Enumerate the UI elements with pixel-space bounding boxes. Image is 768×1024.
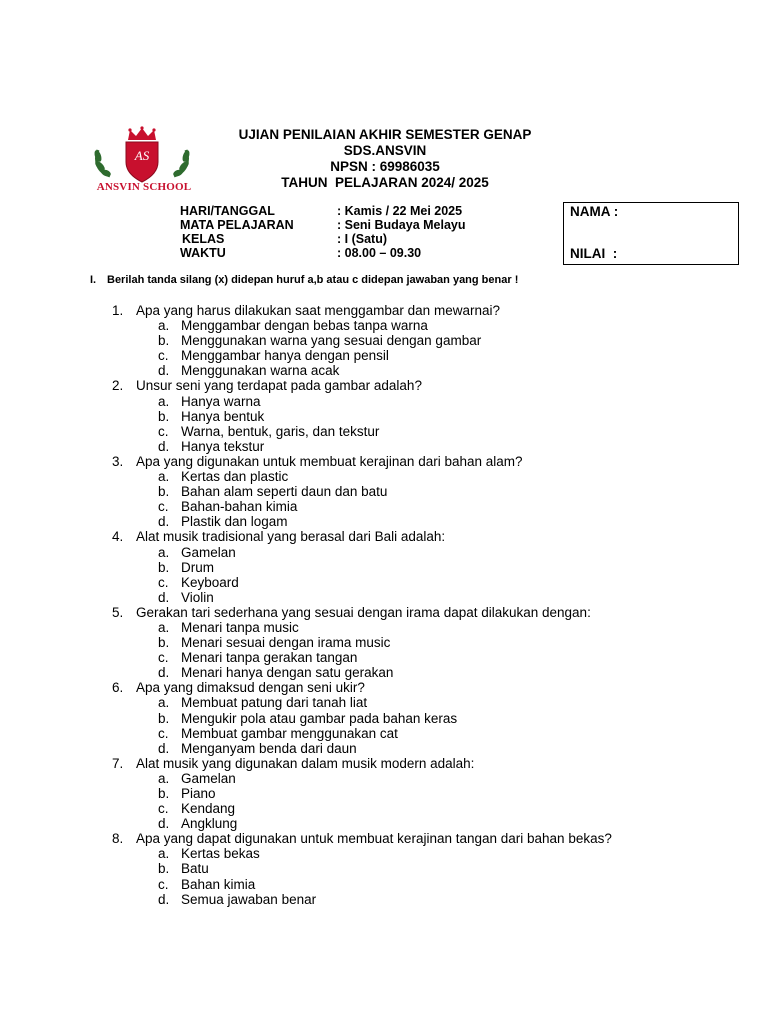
nilai-label: NILAI :	[570, 246, 618, 261]
answer-option	[112, 695, 612, 710]
option-letter: a.	[158, 469, 170, 485]
question	[112, 605, 612, 620]
question	[112, 303, 612, 318]
instruction-text: Berilah tanda silang (x) didepan huruf a,b atau c didepan jawaban yang benar !	[107, 274, 519, 286]
question-text: Apa yang harus dilakukan saat menggambar dan mewarnai?	[136, 303, 500, 318]
info-label: WAKTU	[180, 246, 226, 260]
option-text: Keyboard	[181, 574, 239, 590]
option-letter: c.	[158, 499, 169, 515]
header-line: TAHUN PELAJARAN 2024/ 2025	[281, 175, 489, 190]
option-text: Angklung	[181, 816, 238, 832]
option-letter: d.	[158, 891, 170, 907]
question-text: Unsur seni yang terdapat pada gambar adalah?	[136, 378, 422, 394]
option-text: Menggambar dengan bebas tanpa warna	[181, 318, 428, 334]
answer-option	[112, 590, 612, 605]
question-number: 5.	[112, 604, 124, 620]
answer-option	[112, 771, 612, 786]
option-letter: a.	[158, 770, 170, 786]
question-text: Apa yang dimaksud dengan seni ukir?	[136, 680, 365, 696]
option-text: Membuat gambar menggunakan cat	[181, 725, 398, 741]
question	[112, 680, 612, 695]
option-text: Gamelan	[181, 770, 236, 786]
answer-option	[112, 545, 612, 560]
question-text: Gerakan tari sederhana yang sesuai dengan irama dapat dilakukan dengan:	[136, 604, 591, 620]
answer-option	[112, 469, 612, 484]
answer-option	[112, 575, 612, 590]
option-text: Mengukir pola atau gambar pada bahan keras	[181, 710, 458, 726]
option-letter: c.	[158, 801, 169, 817]
option-letter: c.	[158, 348, 169, 364]
option-letter: c.	[158, 574, 169, 590]
instruction-number: I.	[90, 274, 97, 286]
answer-option	[112, 877, 612, 892]
option-text: Kertas dan plastic	[181, 469, 289, 485]
option-text: Menggambar hanya dengan pensil	[181, 348, 389, 364]
info-value: : I (Satu)	[337, 232, 387, 246]
option-letter: d.	[158, 816, 170, 832]
info-row	[180, 246, 466, 260]
question-number: 7.	[112, 755, 124, 771]
exam-header	[200, 127, 570, 191]
option-text: Warna, bentuk, garis, dan tekstur	[181, 423, 380, 439]
info-value: : Seni Budaya Melayu	[337, 218, 466, 232]
option-letter: b.	[158, 786, 170, 801]
info-label: MATA PELAJARAN	[180, 218, 294, 232]
question	[112, 831, 612, 846]
name-score-box	[563, 202, 739, 265]
option-letter: b.	[158, 408, 170, 424]
info-value: : 08.00 – 09.30	[337, 246, 422, 260]
option-text: Hanya warna	[181, 393, 261, 409]
option-letter: c.	[158, 423, 169, 439]
option-text: Kertas bekas	[181, 846, 260, 862]
option-text: Bahan kimia	[181, 876, 256, 892]
option-text: Bahan-bahan kimia	[181, 499, 298, 515]
info-label: HARI/TANGGAL	[180, 204, 275, 218]
answer-option	[112, 514, 612, 529]
option-letter: a.	[158, 619, 170, 635]
option-text: Gamelan	[181, 544, 236, 560]
question-text: Apa yang digunakan untuk membuat kerajinan dari bahan alam?	[136, 453, 523, 469]
answer-option	[112, 499, 612, 514]
answer-option	[112, 424, 612, 439]
nama-label: NAMA :	[570, 204, 619, 219]
option-letter: b.	[158, 861, 170, 877]
answer-option	[112, 348, 612, 363]
answer-option	[112, 846, 612, 861]
option-letter: b.	[158, 710, 170, 726]
option-letter: b.	[158, 559, 170, 575]
answer-option	[112, 801, 612, 816]
question	[112, 756, 612, 771]
option-text: Menari sesuai dengan irama music	[181, 635, 391, 651]
option-text: Menggunakan warna acak	[181, 363, 340, 379]
info-row	[180, 204, 466, 218]
option-letter: c.	[158, 650, 169, 666]
option-text: Drum	[181, 559, 214, 575]
option-letter: a.	[158, 695, 170, 711]
info-label: KELAS	[182, 232, 225, 246]
answer-option	[112, 665, 612, 680]
option-letter: a.	[158, 846, 170, 862]
header-line: NPSN : 69986035	[330, 159, 440, 174]
info-row	[180, 218, 466, 232]
option-text: Menari tanpa gerakan tangan	[181, 650, 358, 666]
answer-option	[112, 726, 612, 741]
option-text: Menari tanpa music	[181, 619, 299, 635]
question-list	[112, 303, 612, 907]
option-letter: d.	[158, 740, 170, 756]
answer-option	[112, 816, 612, 831]
answer-option	[112, 484, 612, 499]
question-text: Alat musik tradisional yang berasal dari Bali adalah:	[136, 529, 446, 545]
answer-option	[112, 333, 612, 348]
option-text: Semua jawaban benar	[181, 891, 317, 907]
option-text: Menari hanya dengan satu gerakan	[181, 665, 394, 681]
question-number: 6.	[112, 680, 124, 696]
question-number: 3.	[112, 453, 124, 469]
option-text: Menganyam benda dari daun	[181, 740, 357, 756]
option-letter: d.	[158, 589, 170, 605]
option-text: Plastik dan logam	[181, 514, 288, 530]
option-text: Hanya tekstur	[181, 438, 265, 454]
option-text: Membuat patung dari tanah liat	[181, 695, 368, 711]
question	[112, 454, 612, 469]
answer-option	[112, 635, 612, 650]
answer-option	[112, 363, 612, 378]
svg-text:AS: AS	[134, 148, 150, 163]
header-line: SDS.ANSVIN	[343, 143, 427, 158]
info-row	[180, 232, 466, 246]
answer-option	[112, 650, 612, 665]
option-letter: b.	[158, 484, 170, 500]
answer-option	[112, 786, 612, 801]
option-text: Bahan alam seperti daun dan batu	[181, 484, 388, 500]
answer-option	[112, 711, 612, 726]
option-letter: c.	[158, 725, 169, 741]
option-letter: a.	[158, 318, 170, 334]
question-number: 4.	[112, 529, 124, 545]
question	[112, 378, 612, 393]
answer-option	[112, 620, 612, 635]
option-letter: a.	[158, 393, 170, 409]
option-text: Piano	[181, 786, 216, 801]
logo-text: ANSVIN SCHOOL	[96, 181, 192, 193]
question-number: 1.	[112, 303, 124, 318]
option-letter: b.	[158, 635, 170, 651]
option-letter: d.	[158, 665, 170, 681]
header-line: UJIAN PENILAIAN AKHIR SEMESTER GENAP	[238, 127, 532, 142]
answer-option	[112, 741, 612, 756]
instruction	[90, 274, 518, 286]
answer-option	[112, 560, 612, 575]
option-text: Menggunakan warna yang sesuai dengan gambar	[181, 333, 482, 349]
question-text: Alat musik yang digunakan dalam musik modern adalah:	[136, 755, 475, 771]
option-text: Kendang	[181, 801, 236, 817]
answer-option	[112, 892, 612, 907]
option-letter: b.	[158, 333, 170, 349]
question	[112, 529, 612, 544]
answer-option	[112, 318, 612, 333]
option-letter: d.	[158, 514, 170, 530]
answer-option	[112, 861, 612, 876]
answer-option	[112, 409, 612, 424]
info-value: : Kamis / 22 Mei 2025	[337, 204, 463, 218]
option-letter: d.	[158, 363, 170, 379]
exam-info	[180, 204, 466, 260]
question-number: 8.	[112, 831, 124, 847]
option-letter: d.	[158, 438, 170, 454]
option-letter: c.	[158, 876, 169, 892]
answer-option	[112, 439, 612, 454]
option-text: Violin	[181, 589, 214, 605]
answer-option	[112, 394, 612, 409]
option-letter: a.	[158, 544, 170, 560]
option-text: Batu	[181, 861, 209, 877]
option-text: Hanya bentuk	[181, 408, 265, 424]
question-text: Apa yang dapat digunakan untuk membuat kerajinan tangan dari bahan bekas?	[136, 831, 612, 847]
question-number: 2.	[112, 378, 124, 394]
